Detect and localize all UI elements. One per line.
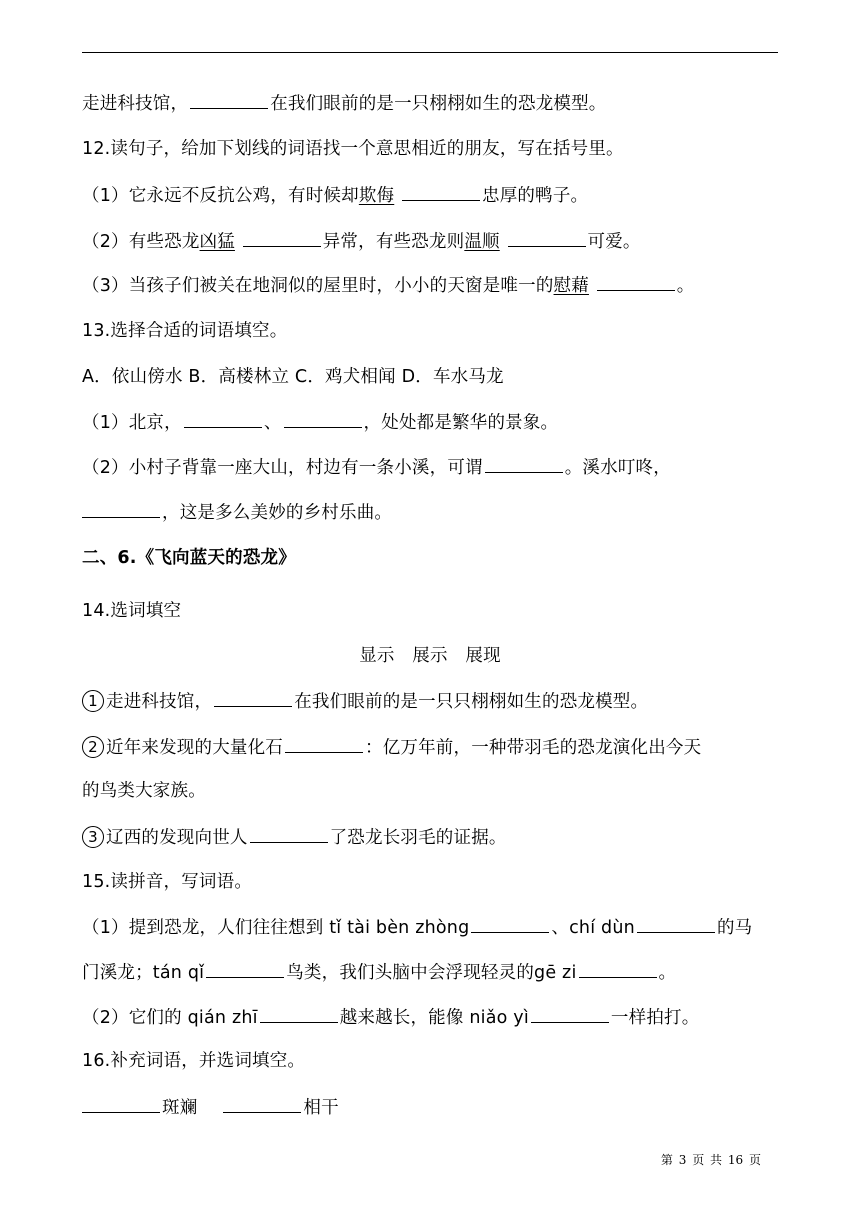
text: （2）小村子背靠一座大山，村边有一条小溪，可谓 [82,458,483,478]
answer-blank[interactable] [82,499,160,518]
text: 相干 [303,1098,339,1118]
text: 辽西的发现向世人 [106,828,248,848]
text: 页 [748,1153,761,1167]
total-pages: 16 [727,1153,744,1167]
underlined-word: 凶猛 [199,232,235,252]
text: 了恐龙长羽毛的证据。 [329,828,507,848]
text: （3）当孩子们被关在地洞似的屋里时，小小的天窗是唯一的 [82,276,554,296]
page-number: 3 [678,1153,687,1167]
answer-blank[interactable] [223,1094,301,1113]
text: ，这是多么美妙的乡村乐曲。 [162,503,393,523]
question-13-item-1 [82,409,782,436]
question-13-item-2 [82,454,782,481]
question-12-title: 12.读句子，给加下划线的词语找一个意思相近的朋友，写在括号里。 [82,139,624,159]
answer-blank[interactable] [206,959,284,978]
question-13-item-2-cont [82,499,782,526]
text: 忠厚的鸭子。 [482,186,589,206]
circled-number: 3 [82,826,104,848]
answer-blank[interactable] [190,90,268,109]
answer-blank[interactable] [243,228,321,247]
question-16-title: 16.补充词语，并选词填空。 [82,1051,306,1071]
answer-blank[interactable] [471,914,549,933]
text: ，处处都是繁华的景象。 [363,413,559,433]
text: （1）北京， [82,413,182,433]
text: （2）它们的 qián zhī [82,1008,258,1028]
question-12-item-2 [82,228,782,255]
question-14-item-1 [82,688,782,715]
answer-blank[interactable] [531,1004,609,1023]
page-footer [0,1151,762,1168]
text: 一样拍打。 [610,1008,700,1028]
underlined-word: 慰藉 [553,276,589,296]
text: 门溪龙；tán qǐ [82,963,205,983]
text: 斑斓 [162,1098,198,1118]
text: 在我们眼前的是一只只栩栩如生的恐龙模型。 [294,692,649,712]
underlined-word: 温顺 [464,232,500,252]
question-16-words [82,1094,782,1121]
text: （1）它永远不反抗公鸡，有时候却 [82,186,359,206]
question-15-item-1-cont [82,959,782,986]
answer-blank[interactable] [485,454,563,473]
text: 、chí dùn [551,918,635,938]
answer-blank[interactable] [214,688,292,707]
question-15-item-1 [82,914,782,941]
question-14-item-3 [82,824,782,851]
underlined-word: 欺侮 [358,186,395,206]
text: 第 [660,1153,673,1167]
answer-blank[interactable] [82,1094,160,1113]
question-13-options: A．依山傍水 B．高楼林立 C．鸡犬相闻 D．车水马龙 [82,367,504,387]
answer-blank[interactable] [402,182,480,201]
answer-blank[interactable] [250,824,328,843]
text: 近年来发现的大量化石 [106,738,283,758]
question-14-item-2 [82,734,782,761]
text: 、 [263,413,282,433]
question-13-title: 13.选择合适的词语填空。 [82,321,288,341]
answer-blank[interactable] [260,1004,338,1023]
answer-blank[interactable] [284,409,362,428]
circled-number: 1 [82,690,104,712]
text: （2）有些恐龙 [82,232,200,252]
text: 。溪水叮咚， [564,458,671,478]
circled-number: 2 [82,736,104,758]
question-12-item-1 [82,182,782,209]
text: 在我们眼前的是一只栩栩如生的恐龙模型。 [270,94,607,114]
answer-blank[interactable] [579,959,657,978]
header-rule [82,52,778,53]
text-line [82,90,782,117]
section-heading: 二、6.《飞向蓝天的恐龙》 [82,548,296,568]
answer-blank[interactable] [637,914,715,933]
text: 共 [710,1153,723,1167]
text: 。 [658,963,677,983]
question-12-item-3 [82,272,782,299]
word-bank: 显示 展示 展现 [359,646,501,666]
text: （1）提到恐龙，人们往往想到 tǐ tài bèn zhòng [82,918,470,938]
text: 越来越长，能像 niǎo yì [339,1008,529,1028]
text: ：亿万年前，一种带羽毛的恐龙演化出今天 [365,738,702,758]
question-15-item-2 [82,1004,782,1031]
question-14-item-2-cont: 的鸟类大家族。 [82,781,206,801]
question-14-title: 14.选词填空 [82,601,182,621]
text: 页 [692,1153,705,1167]
text: 可爱。 [587,232,641,252]
answer-blank[interactable] [508,228,586,247]
text: 鸟类，我们头脑中会浮现轻灵的gē zi [286,963,577,983]
answer-blank[interactable] [597,272,675,291]
answer-blank[interactable] [285,734,363,753]
text: 。 [676,276,695,296]
text: 异常，有些恐龙则 [322,232,465,252]
text: 走进科技馆， [82,94,189,114]
question-15-title: 15.读拼音，写词语。 [82,872,253,892]
answer-blank[interactable] [184,409,262,428]
text: 的马 [716,918,753,938]
text: 走进科技馆， [106,692,213,712]
